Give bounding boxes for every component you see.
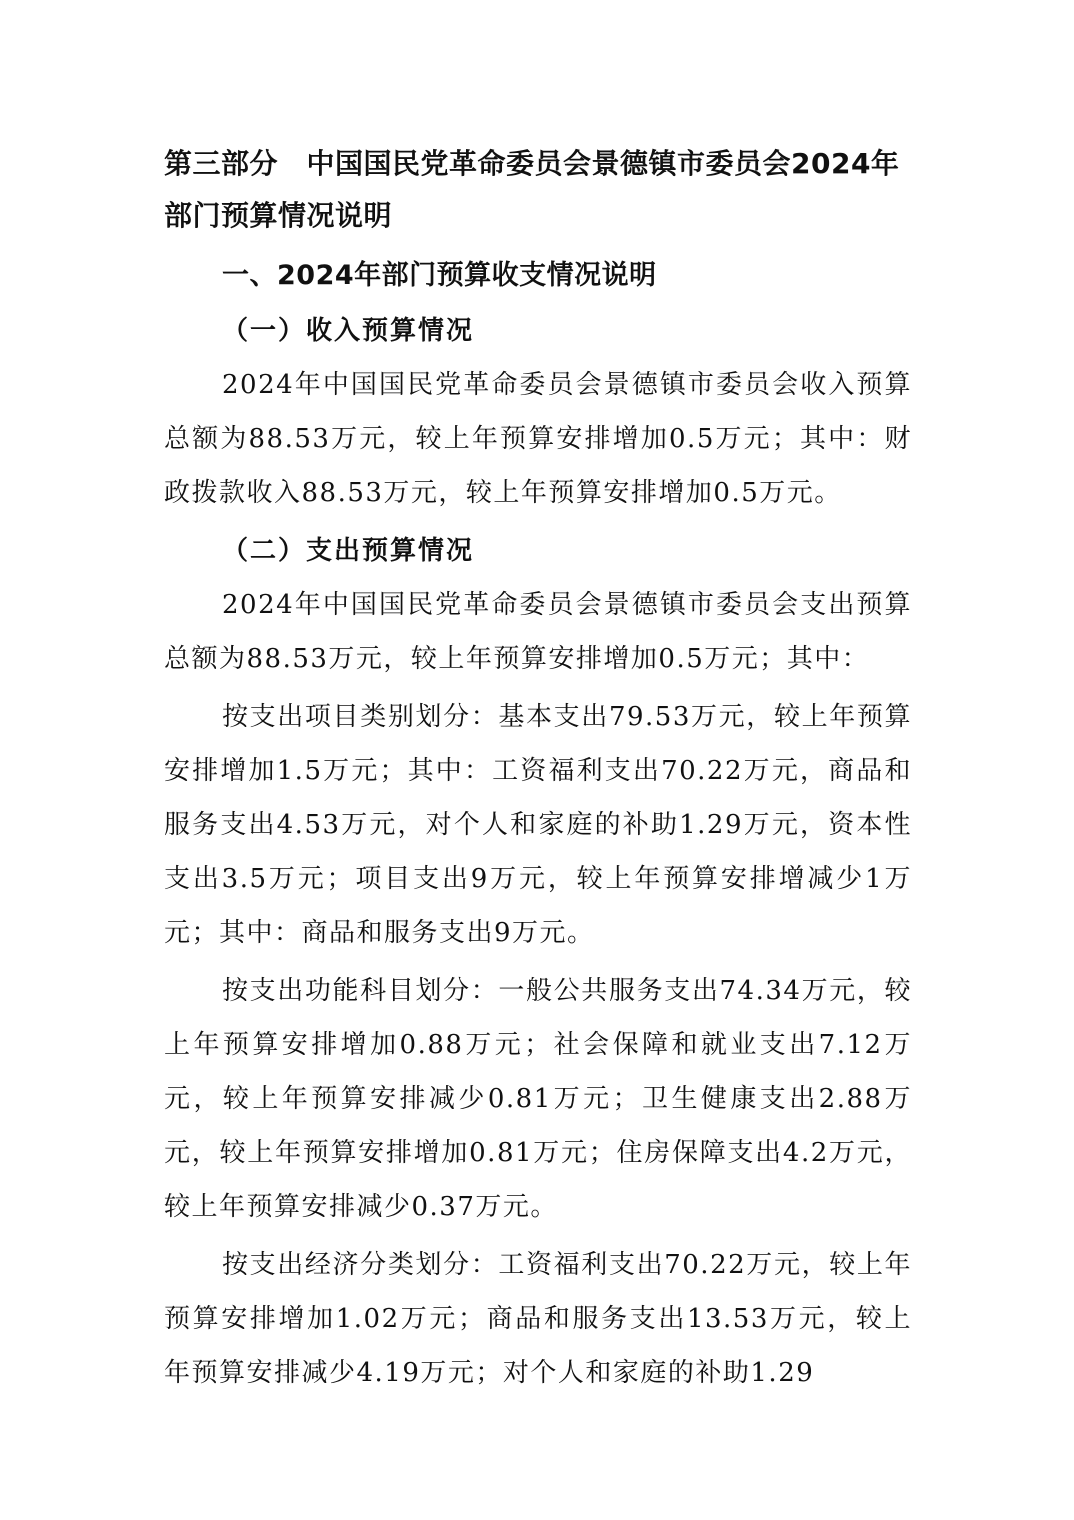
document-body — [164, 138, 912, 1404]
subsection-heading-income: （一）收入预算情况 — [222, 316, 475, 346]
expenditure-by-economic-paragraph: 按支出经济分类划分：工资福利支出70.22万元，较上年预算安排增加1.02万元；商品和服务支出13.53万元，较上年预算安排减少4.19万元；对个人和家庭的补助1.29 — [164, 1250, 912, 1388]
expenditure-by-project-paragraph: 按支出项目类别划分：基本支出79.53万元，较上年预算安排增加1.5万元；其中：工资福利支出70.22万元，商品和服务支出4.53万元，对个人和家庭的补助1.29万元，资本性支出3.5万元；项目支出9万元，较上年预算安排增减少1万元；其中：商品和服务支出9万元。 — [164, 702, 912, 948]
section-heading-budget-overview: 一、2024年部门预算收支情况说明 — [222, 260, 657, 291]
subsection-heading-expenditure: （二）支出预算情况 — [222, 536, 475, 566]
expenditure-total-paragraph: 2024年中国国民党革命委员会景德镇市委员会支出预算总额为88.53万元，较上年预算安排增加0.5万元；其中： — [164, 590, 912, 674]
income-budget-paragraph: 2024年中国国民党革命委员会景德镇市委员会收入预算总额为88.53万元，较上年预算安排增加0.5万元；其中：财政拨款收入88.53万元，较上年预算安排增加0.5万元。 — [164, 370, 912, 508]
part-title: 第三部分 中国国民党革命委员会景德镇市委员会2024年部门预算情况说明 — [164, 147, 900, 232]
expenditure-by-function-paragraph: 按支出功能科目划分：一般公共服务支出74.34万元，较上年预算安排增加0.88万元；社会保障和就业支出7.12万元，较上年预算安排减少0.81万元；卫生健康支出2.88万元，较上年预算安排增加0.81万元；住房保障支出4.2万元，较上年预算安排减少0.37万元。 — [164, 976, 912, 1222]
